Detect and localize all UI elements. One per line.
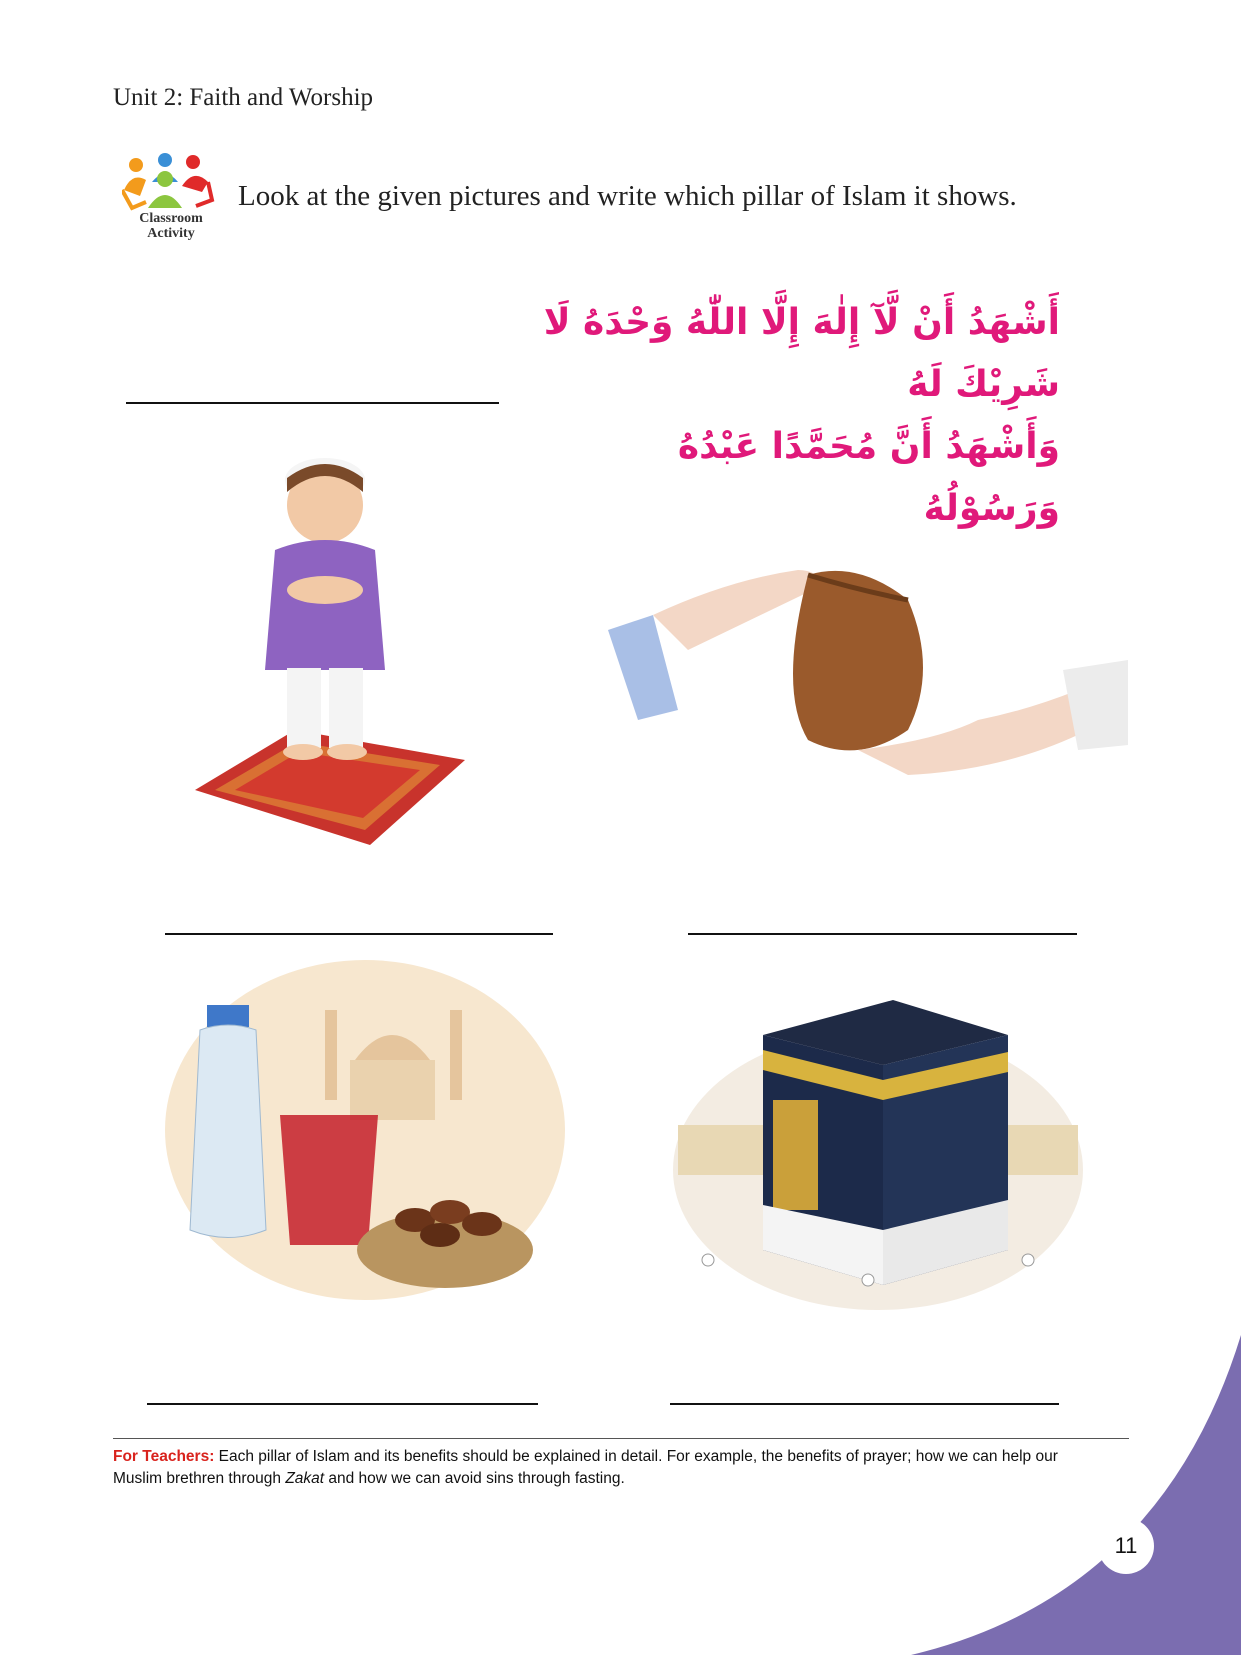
classroom-activity-label bbox=[112, 211, 230, 241]
teacher-note-text-2: and how we can avoid sins through fasting. bbox=[324, 1470, 625, 1487]
zakat-giving-illustration bbox=[608, 540, 1128, 800]
teacher-note-text-1: Each pillar of Islam and its benefits should be explained in detail. For example, the benefits of prayer; how we can help our Muslim brethren through bbox=[113, 1448, 1058, 1487]
answer-line-shahada[interactable] bbox=[126, 402, 499, 404]
shahada-line-2: وَأَشْهَدُ أَنَّ مُحَمَّدًا عَبْدُهُ وَرَسُوْلُهُ bbox=[677, 426, 1060, 529]
unit-title: Unit 2: Faith and Worship bbox=[113, 84, 374, 111]
shahada-line-1: أَشْهَدُ أَنْ لَّآ إِلٰهَ إِلَّا اللّٰهُ وَحْدَهُ لَا شَرِيْكَ لَهُ bbox=[543, 302, 1060, 405]
answer-line-zakat[interactable] bbox=[688, 933, 1077, 935]
teacher-note-zakat: Zakat bbox=[285, 1470, 325, 1487]
shahada-text bbox=[540, 292, 1060, 540]
answer-line-prayer[interactable] bbox=[165, 933, 553, 935]
kaaba-hajj-illustration bbox=[668, 960, 1088, 1310]
answer-line-fasting[interactable] bbox=[147, 1403, 538, 1405]
teacher-note-label: For Teachers: bbox=[113, 1448, 215, 1465]
fasting-iftar-illustration bbox=[160, 950, 570, 1320]
badge-label-line2: Activity bbox=[147, 226, 195, 241]
page-corner-decoration bbox=[911, 1335, 1241, 1655]
badge-label-line1: Classroom bbox=[139, 211, 203, 226]
page-number: 11 bbox=[1098, 1518, 1154, 1574]
praying-boy-illustration bbox=[175, 430, 475, 850]
activity-instruction: Look at the given pictures and write which pillar of Islam it shows. bbox=[238, 180, 1017, 212]
